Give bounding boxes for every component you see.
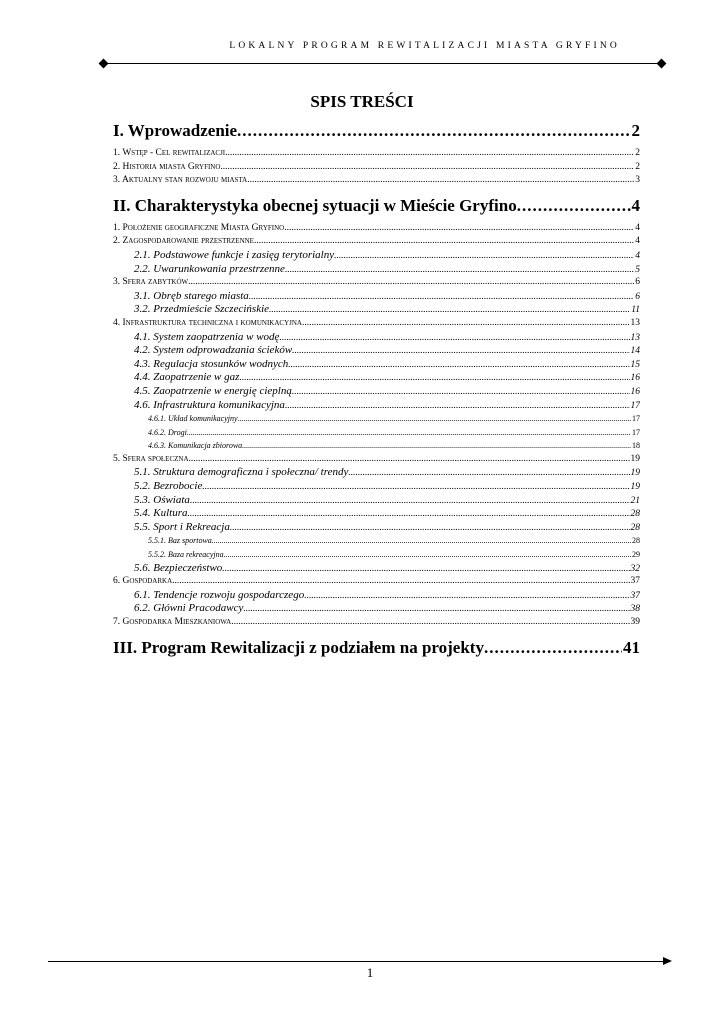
toc-entry-page: 18 <box>632 441 640 451</box>
toc-entry-label: 2. Zagospodarowanie przestrzenne <box>113 236 254 247</box>
toc-entry-label: 4.6. Infrastruktura komunikacyjna <box>134 398 285 411</box>
toc-entry[interactable] <box>113 276 640 290</box>
toc-entry-label: 5.5.1. Baz sportowa <box>148 536 212 546</box>
toc-entry-leader-dots <box>302 317 630 331</box>
toc-entry-page: 32 <box>630 563 640 574</box>
toc-entry-page: 17 <box>632 414 640 424</box>
toc-entry-leader-dots <box>224 548 631 562</box>
toc-entry-page: 2 <box>631 121 640 140</box>
toc-entry-leader-dots <box>238 412 631 426</box>
toc-entry[interactable] <box>113 249 640 263</box>
toc-entry-leader-dots <box>304 590 629 603</box>
toc-entry-leader-dots <box>484 635 622 660</box>
toc-entry-leader-dots <box>517 193 631 218</box>
toc-entry-page: 19 <box>630 482 640 493</box>
table-of-contents <box>113 118 640 664</box>
toc-entry-page: 4 <box>631 195 640 215</box>
toc-entry-leader-dots <box>188 276 634 290</box>
toc-entry-page: 5 <box>635 264 640 275</box>
toc-entry-leader-dots <box>230 522 630 535</box>
toc-entry-leader-dots <box>285 400 630 413</box>
toc-entry-page: 15 <box>630 359 640 370</box>
toc-entry-leader-dots <box>190 495 630 508</box>
toc-entry-label: 4.1. System zaopatrzenia w wodę <box>134 330 280 343</box>
toc-entry-page: 11 <box>631 305 640 316</box>
toc-entry-page: 17 <box>630 400 640 411</box>
toc-entry-page: 29 <box>632 550 640 560</box>
toc-entry-page: 39 <box>630 617 640 627</box>
toc-entry-leader-dots <box>247 174 634 188</box>
toc-entry-leader-dots <box>292 386 630 399</box>
toc-entry-page: 13 <box>630 317 640 328</box>
toc-entry-page: 21 <box>630 495 640 506</box>
toc-entry-label: 5.4. Kultura <box>134 507 188 520</box>
toc-entry-page: 13 <box>630 332 640 343</box>
toc-entry-leader-dots <box>202 481 629 494</box>
toc-entry-label: 1. Położenie geograficzne Miasta Gryfino <box>113 222 285 233</box>
toc-entry-leader-dots <box>285 264 634 277</box>
toc-entry-page: 2 <box>635 148 640 158</box>
toc-entry[interactable] <box>113 548 640 562</box>
toc-entry-label: 3.2. Przedmieście Szczecińskie <box>134 303 270 316</box>
toc-entry-leader-dots <box>237 118 630 143</box>
toc-entry-page: 28 <box>632 536 640 546</box>
toc-entry-leader-dots <box>220 161 634 175</box>
toc-entry-leader-dots <box>249 291 634 304</box>
toc-entry-leader-dots <box>348 467 629 480</box>
toc-entry-page: 38 <box>630 604 640 615</box>
toc-entry-page: 6 <box>635 291 640 302</box>
toc-entry-leader-dots <box>284 222 634 236</box>
toc-entry-label: 3.1. Obręb starego miasta <box>134 289 249 302</box>
toc-entry[interactable] <box>113 358 640 372</box>
header-rule <box>104 63 661 64</box>
toc-entry[interactable] <box>113 412 640 426</box>
toc-entry-page: 19 <box>630 468 640 479</box>
toc-entry-label: 4. Infrastruktura techniczna i komunikacyjna <box>113 317 302 328</box>
toc-entry-label: 5.5. Sport i Rekreacja <box>134 520 230 533</box>
toc-entry-leader-dots <box>269 304 630 317</box>
toc-entry-label: I. Wprowadzenie <box>113 121 238 140</box>
toc-entry-page: 37 <box>630 576 640 587</box>
toc-entry-page: 28 <box>630 522 640 533</box>
toc-entry-leader-dots <box>212 534 631 548</box>
toc-entry-label: 2. Historia miasta Gryfino <box>113 161 221 172</box>
toc-entry-leader-dots <box>187 508 629 521</box>
toc-entry[interactable] <box>113 147 640 161</box>
toc-entry-page: 4 <box>635 250 640 261</box>
toc-entry-label: 3. Aktualny stan rozwoju miasta <box>113 175 248 186</box>
toc-entry-leader-dots <box>222 563 629 576</box>
toc-entry[interactable] <box>113 399 640 413</box>
toc-entry-label: 7. Gospodarka Mieszkaniowa <box>113 617 232 627</box>
toc-entry-label: 6.1. Tendencje rozwoju gospodarczego <box>134 588 305 601</box>
toc-entry-leader-dots <box>172 575 629 589</box>
toc-entry[interactable] <box>113 290 640 304</box>
toc-entry[interactable] <box>113 193 640 218</box>
toc-entry-page: 4 <box>635 222 640 233</box>
toc-entry[interactable] <box>113 589 640 603</box>
toc-entry-leader-dots <box>334 250 634 263</box>
toc-entry-label: 4.4. Zaopatrzenie w gaz <box>134 371 240 384</box>
toc-entry-label: 2.2. Uwarunkowania przestrzenne <box>134 262 285 275</box>
toc-entry-label: 5.2. Bezrobocie <box>134 480 203 493</box>
toc-entry[interactable] <box>113 161 640 175</box>
toc-entry-label: 5.5.2. Baza rekreacyjna <box>148 550 224 560</box>
toc-entry[interactable] <box>113 174 640 188</box>
toc-entry-label: 5. Sfera społeczna <box>113 453 189 464</box>
toc-entry[interactable] <box>113 303 640 317</box>
toc-entry-leader-dots <box>225 147 634 161</box>
toc-entry[interactable] <box>113 602 640 616</box>
toc-entry-label: 6. Gospodarka <box>113 576 173 587</box>
toc-entry-label: III. Program Rewitalizacji z podziałem na projekty <box>113 637 484 657</box>
toc-entry[interactable] <box>113 118 640 143</box>
toc-entry-page: 17 <box>632 427 640 437</box>
toc-entry-page: 3 <box>635 175 640 186</box>
toc-entry-label: 3. Sfera zabytków <box>113 277 189 288</box>
toc-entry-leader-dots <box>288 359 629 372</box>
toc-entry-leader-dots <box>254 235 634 249</box>
toc-entry-label: 4.3. Regulacja stosunków wodnych <box>134 357 289 370</box>
toc-entry[interactable] <box>113 385 640 399</box>
toc-entry-leader-dots <box>242 439 631 453</box>
toc-entry[interactable] <box>113 507 640 521</box>
toc-entry-page: 37 <box>630 590 640 601</box>
page-number: 1 <box>366 965 374 980</box>
toc-entry[interactable] <box>113 521 640 535</box>
toc-entry[interactable] <box>113 562 640 576</box>
toc-entry-label: 4.6.2. Drogi <box>148 427 187 437</box>
toc-entry[interactable] <box>113 331 640 345</box>
toc-entry-label: 5.1. Struktura demograficzna i społeczna/ trendy <box>134 466 349 479</box>
toc-entry[interactable] <box>113 466 640 480</box>
toc-entry[interactable] <box>113 344 640 358</box>
toc-entry-label: 1. Wstęp - Cel rewitalizacji <box>113 148 226 158</box>
toc-entry-leader-dots <box>239 372 629 385</box>
toc-entry-leader-dots <box>231 616 629 630</box>
toc-entry-leader-dots <box>292 345 629 358</box>
toc-entry-label: 5.6. Bezpieczeństwo <box>134 561 223 574</box>
toc-entry-leader-dots <box>189 453 630 467</box>
toc-entry-page: 19 <box>630 453 640 464</box>
toc-entry-label: 4.6.1. Układ komunikacyjny <box>148 414 238 424</box>
footer-arrow-icon <box>663 957 672 965</box>
toc-entry-page: 28 <box>630 509 640 520</box>
toc-entry-leader-dots <box>243 603 629 616</box>
toc-entry-label: 2.1. Podstawowe funkcje i zasięg terytorialny <box>134 248 335 261</box>
toc-entry-label: 6.2. Główni Pracodawcy <box>134 602 244 615</box>
toc-entry-page: 41 <box>623 637 640 657</box>
toc-entry-page: 16 <box>630 373 640 384</box>
header-rule-right-diamond-icon <box>657 59 667 69</box>
toc-entry[interactable] <box>113 453 640 467</box>
toc-entry[interactable] <box>113 575 640 589</box>
toc-entry-page: 4 <box>635 236 640 247</box>
toc-entry[interactable] <box>113 426 640 440</box>
toc-entry-page: 16 <box>630 386 640 397</box>
toc-entry[interactable] <box>113 222 640 236</box>
toc-entry[interactable] <box>113 317 640 331</box>
toc-entry-label: 4.5. Zaopatrzenie w energię cieplną <box>134 384 292 397</box>
toc-entry-label: 4.6.3. Komunikacja zbiorowa <box>148 441 243 451</box>
toc-entry[interactable] <box>113 534 640 548</box>
toc-title: SPIS TREŚCI <box>310 92 414 111</box>
toc-entry-label: II. Charakterystyka obecnej sytuacji w Mieście Gryfino <box>113 195 517 215</box>
toc-entry[interactable] <box>113 635 640 660</box>
toc-entry-page: 6 <box>635 277 640 288</box>
footer-rule <box>48 961 668 962</box>
toc-entry[interactable] <box>113 616 640 630</box>
toc-entry-page: 2 <box>635 161 640 172</box>
toc-entry[interactable] <box>113 480 640 494</box>
toc-entry[interactable] <box>113 263 640 277</box>
toc-entry-leader-dots <box>279 332 629 345</box>
toc-entry-page: 14 <box>630 346 640 357</box>
toc-entry-leader-dots <box>187 426 631 440</box>
toc-entry-label: 5.3. Oświata <box>134 493 190 506</box>
toc-entry[interactable] <box>113 235 640 249</box>
header-rule-left-diamond-icon <box>99 59 109 69</box>
toc-entry[interactable] <box>113 439 640 453</box>
toc-entry[interactable] <box>113 494 640 508</box>
toc-entry[interactable] <box>113 371 640 385</box>
toc-entry-label: 4.2. System odprowadzania ścieków <box>134 344 293 357</box>
running-header: LOKALNY PROGRAM REWITALIZACJI MIASTA GRYFINO <box>229 41 620 51</box>
